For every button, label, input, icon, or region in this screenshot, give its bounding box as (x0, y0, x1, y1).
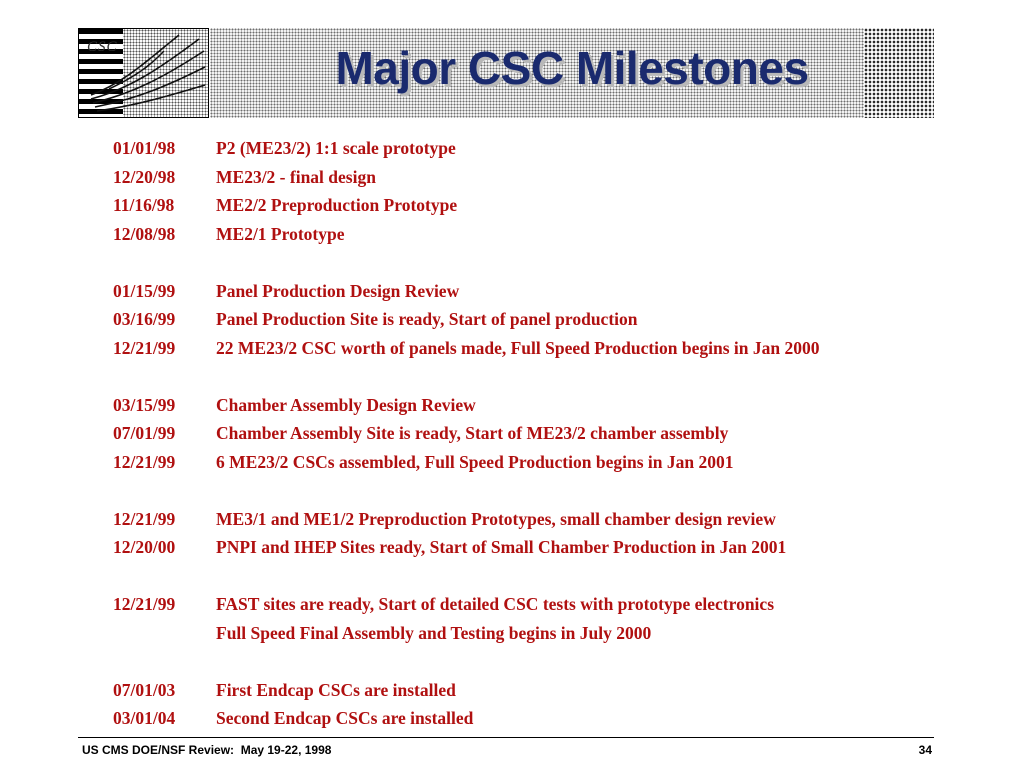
milestone-date: 11/16/98 (113, 195, 175, 215)
milestone-text: Chamber Assembly Site is ready, Start of ME23/2 chamber assembly (216, 423, 729, 443)
milestone-date: 03/01/04 (113, 708, 176, 728)
milestone-row (0, 194, 1024, 223)
slide-title: Major CSC Milestones (335, 42, 809, 94)
milestone-date: 01/01/98 (113, 138, 176, 158)
milestone-date: 07/01/03 (113, 679, 176, 700)
milestone-row (0, 593, 1024, 622)
milestone-row (0, 422, 1024, 451)
milestone-row (0, 308, 1024, 337)
milestone-row (0, 337, 1024, 366)
milestone-row (0, 394, 1024, 423)
csc-logo (78, 28, 209, 118)
milestone-row (0, 451, 1024, 480)
milestone-text: 6 ME23/2 CSCs assembled, Full Speed Production begins in Jan 2001 (216, 451, 734, 472)
milestone-text: FAST sites are ready, Start of detailed CSC tests with prototype electronics (216, 594, 775, 614)
milestone-text: First Endcap CSCs are installed (216, 679, 456, 700)
milestone-text: Full Speed Final Assembly and Testing begins in July 2000 (216, 622, 652, 643)
milestone-row (0, 508, 1024, 537)
page-number: 34 (918, 743, 932, 757)
milestone-date: 12/20/00 (113, 537, 176, 557)
milestone-row (0, 280, 1024, 309)
milestone-date: 12/21/99 (113, 508, 176, 529)
milestone-row (0, 137, 1024, 166)
footer-review-info: US CMS DOE/NSF Review: May 19-22, 1998 (82, 743, 332, 757)
milestone-date: 12/20/98 (113, 166, 176, 187)
milestone-text: ME23/2 - final design (216, 166, 376, 187)
milestone-text: Panel Production Site is ready, Start of panel production (216, 309, 638, 329)
milestone-date: 03/16/99 (113, 309, 176, 329)
milestone-text: Panel Production Design Review (216, 280, 460, 301)
milestone-date: 03/15/99 (113, 394, 176, 415)
milestone-date: 12/21/99 (113, 451, 176, 472)
milestone-row (0, 622, 1024, 651)
milestone-text: ME2/1 Prototype (216, 223, 345, 244)
milestone-text: PNPI and IHEP Sites ready, Start of Small Chamber Production in Jan 2001 (216, 537, 787, 557)
milestone-row (0, 679, 1024, 708)
milestone-row (0, 536, 1024, 565)
milestone-row (0, 223, 1024, 252)
milestone-text: ME3/1 and ME1/2 Preproduction Prototypes, small chamber design review (216, 508, 776, 529)
milestone-date: 01/15/99 (113, 280, 176, 301)
milestone-text: ME2/2 Preproduction Prototype (216, 195, 458, 215)
logo-text: CSC (87, 39, 118, 55)
milestone-text: Chamber Assembly Design Review (216, 394, 476, 415)
milestone-date: 12/21/99 (113, 594, 176, 614)
milestone-list (0, 137, 1024, 736)
milestone-date: 12/21/99 (113, 337, 176, 358)
milestone-date: 07/01/99 (113, 423, 176, 443)
footer-divider (78, 737, 934, 738)
milestone-text: P2 (ME23/2) 1:1 scale prototype (216, 138, 456, 158)
milestone-row (0, 707, 1024, 736)
milestone-text: 22 ME23/2 CSC worth of panels made, Full Speed Production begins in Jan 2000 (216, 337, 820, 358)
milestone-row (0, 166, 1024, 195)
milestone-text: Second Endcap CSCs are installed (216, 708, 474, 728)
milestone-date: 12/08/98 (113, 223, 176, 244)
